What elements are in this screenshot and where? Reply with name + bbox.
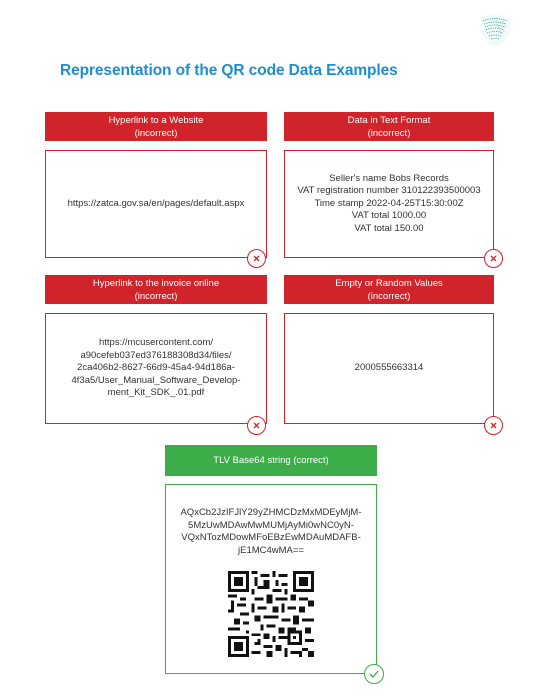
incorrect-mark: [484, 416, 503, 435]
example-line: 4f3a5/User_Manual_Software_Develop-: [71, 374, 241, 386]
header-status: (incorrect): [134, 290, 178, 302]
example-line: VQxNTozMDowMFoEBzEwMDAuMDAFB-: [181, 532, 361, 543]
example-line: VAT total 1000.00: [351, 210, 427, 222]
shield-logo-icon: [477, 12, 513, 48]
tlv-base64-header: [165, 445, 377, 476]
example-line: ment_Kit_SDK_.01.pdf: [107, 387, 205, 399]
close-icon: [253, 255, 260, 262]
text-format-header: [284, 112, 494, 141]
random-values-header: [284, 275, 494, 304]
close-icon: [490, 422, 497, 429]
close-icon: [490, 255, 497, 262]
header-label: Empty or Random Values: [335, 277, 443, 289]
incorrect-mark: [247, 249, 266, 268]
header-label: Hyperlink to a Website: [108, 114, 204, 126]
example-line: 2ca406b2-8627-66d9-45a4-94d186a-: [77, 362, 235, 374]
invoice-link-example-box: [45, 313, 267, 424]
example-line: https://mcusercontent.com/: [98, 337, 214, 349]
header-status: (incorrect): [367, 127, 411, 139]
example-line: Seller's name Bobs Records: [329, 172, 449, 184]
close-icon: [253, 422, 260, 429]
example-line: VAT total 150.00: [354, 222, 424, 234]
header-status: (incorrect): [134, 127, 178, 139]
incorrect-mark: [247, 416, 266, 435]
header-label: Data in Text Format: [347, 114, 431, 126]
header-status: (incorrect): [367, 290, 411, 302]
example-line: VAT registration number 310122393500003: [297, 185, 481, 197]
example-line: AQxCb2JzIFJlY29yZHMCDzMxMDEyMjM-: [180, 507, 362, 518]
example-line: 5MzUwMDAwMwMUMjAyMi0wNC0yN-: [188, 519, 354, 531]
example-line: jE1MC4wMA==: [238, 544, 304, 556]
header-label: TLV Base64 string (correct): [213, 455, 329, 466]
example-line: 2000555663314: [354, 362, 424, 374]
qr-code-icon: [228, 571, 314, 657]
invoice-link-header: [45, 275, 267, 304]
text-format-example-box: [284, 150, 494, 258]
website-header: [45, 112, 267, 141]
example-line: https://zatca.gov.sa/en/pages/default.aspx: [67, 197, 245, 209]
incorrect-mark: [484, 249, 503, 268]
tlv-base64-example-box: [165, 484, 377, 674]
random-values-example-box: [284, 313, 494, 424]
check-icon: [369, 670, 379, 678]
header-label: Hyperlink to the invoice online: [92, 277, 220, 289]
correct-mark: [364, 664, 384, 684]
example-line: Time stamp 2022-04-25T15:30:00Z: [314, 197, 464, 209]
example-line: a90cefeb037ed376188308d34/files/: [80, 349, 232, 361]
website-example-box: [45, 150, 267, 258]
page-title: Representation of the QR code Data Examples: [60, 62, 398, 79]
